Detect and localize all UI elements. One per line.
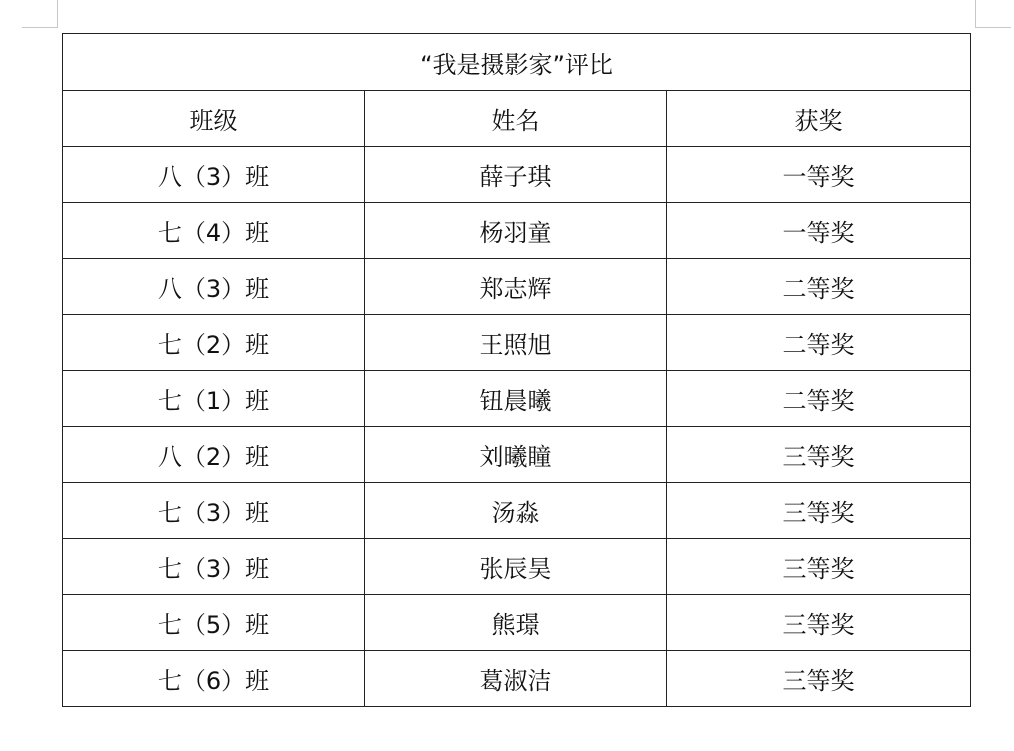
table-row (63, 651, 971, 707)
cell-name: 杨羽童 (365, 203, 667, 259)
table-row (63, 203, 971, 259)
cell-award: 二等奖 (667, 371, 971, 427)
cell-name: 钮晨曦 (365, 371, 667, 427)
cell-class: 七（6）班 (63, 651, 365, 707)
cell-class: 七（3）班 (63, 539, 365, 595)
cell-award: 三等奖 (667, 595, 971, 651)
cell-class: 八（3）班 (63, 147, 365, 203)
table-row (63, 539, 971, 595)
cell-award: 三等奖 (667, 483, 971, 539)
cell-name: 张辰昊 (365, 539, 667, 595)
column-header-class: 班级 (63, 91, 365, 147)
table-row (63, 427, 971, 483)
table-title: “我是摄影家”评比 (63, 34, 971, 91)
cell-name: 葛淑洁 (365, 651, 667, 707)
column-header-award: 获奖 (667, 91, 971, 147)
cell-class: 八（3）班 (63, 259, 365, 315)
cell-class: 七（3）班 (63, 483, 365, 539)
cell-name: 刘曦瞳 (365, 427, 667, 483)
table-row (63, 483, 971, 539)
cell-class: 七（2）班 (63, 315, 365, 371)
cell-name: 薛子琪 (365, 147, 667, 203)
table-row (63, 147, 971, 203)
cell-award: 三等奖 (667, 651, 971, 707)
table-row (63, 371, 971, 427)
cell-award: 二等奖 (667, 259, 971, 315)
cell-award: 三等奖 (667, 539, 971, 595)
table-title-row (63, 34, 971, 91)
cell-name: 郑志辉 (365, 259, 667, 315)
cell-name: 熊璟 (365, 595, 667, 651)
cell-class: 七（5）班 (63, 595, 365, 651)
award-table (62, 33, 971, 707)
margin-mark-top-left (22, 27, 58, 28)
cell-class: 八（2）班 (63, 427, 365, 483)
table-header-row (63, 91, 971, 147)
cell-name: 王照旭 (365, 315, 667, 371)
cell-award: 一等奖 (667, 147, 971, 203)
table-row (63, 259, 971, 315)
table-row (63, 595, 971, 651)
cell-name: 汤淼 (365, 483, 667, 539)
column-header-name: 姓名 (365, 91, 667, 147)
cell-award: 三等奖 (667, 427, 971, 483)
cell-award: 一等奖 (667, 203, 971, 259)
cell-class: 七（1）班 (63, 371, 365, 427)
cell-class: 七（4）班 (63, 203, 365, 259)
margin-mark-top-left (57, 0, 58, 27)
margin-mark-top-right (975, 0, 976, 27)
table-row (63, 315, 971, 371)
cell-award: 二等奖 (667, 315, 971, 371)
margin-mark-top-right (975, 27, 1011, 28)
